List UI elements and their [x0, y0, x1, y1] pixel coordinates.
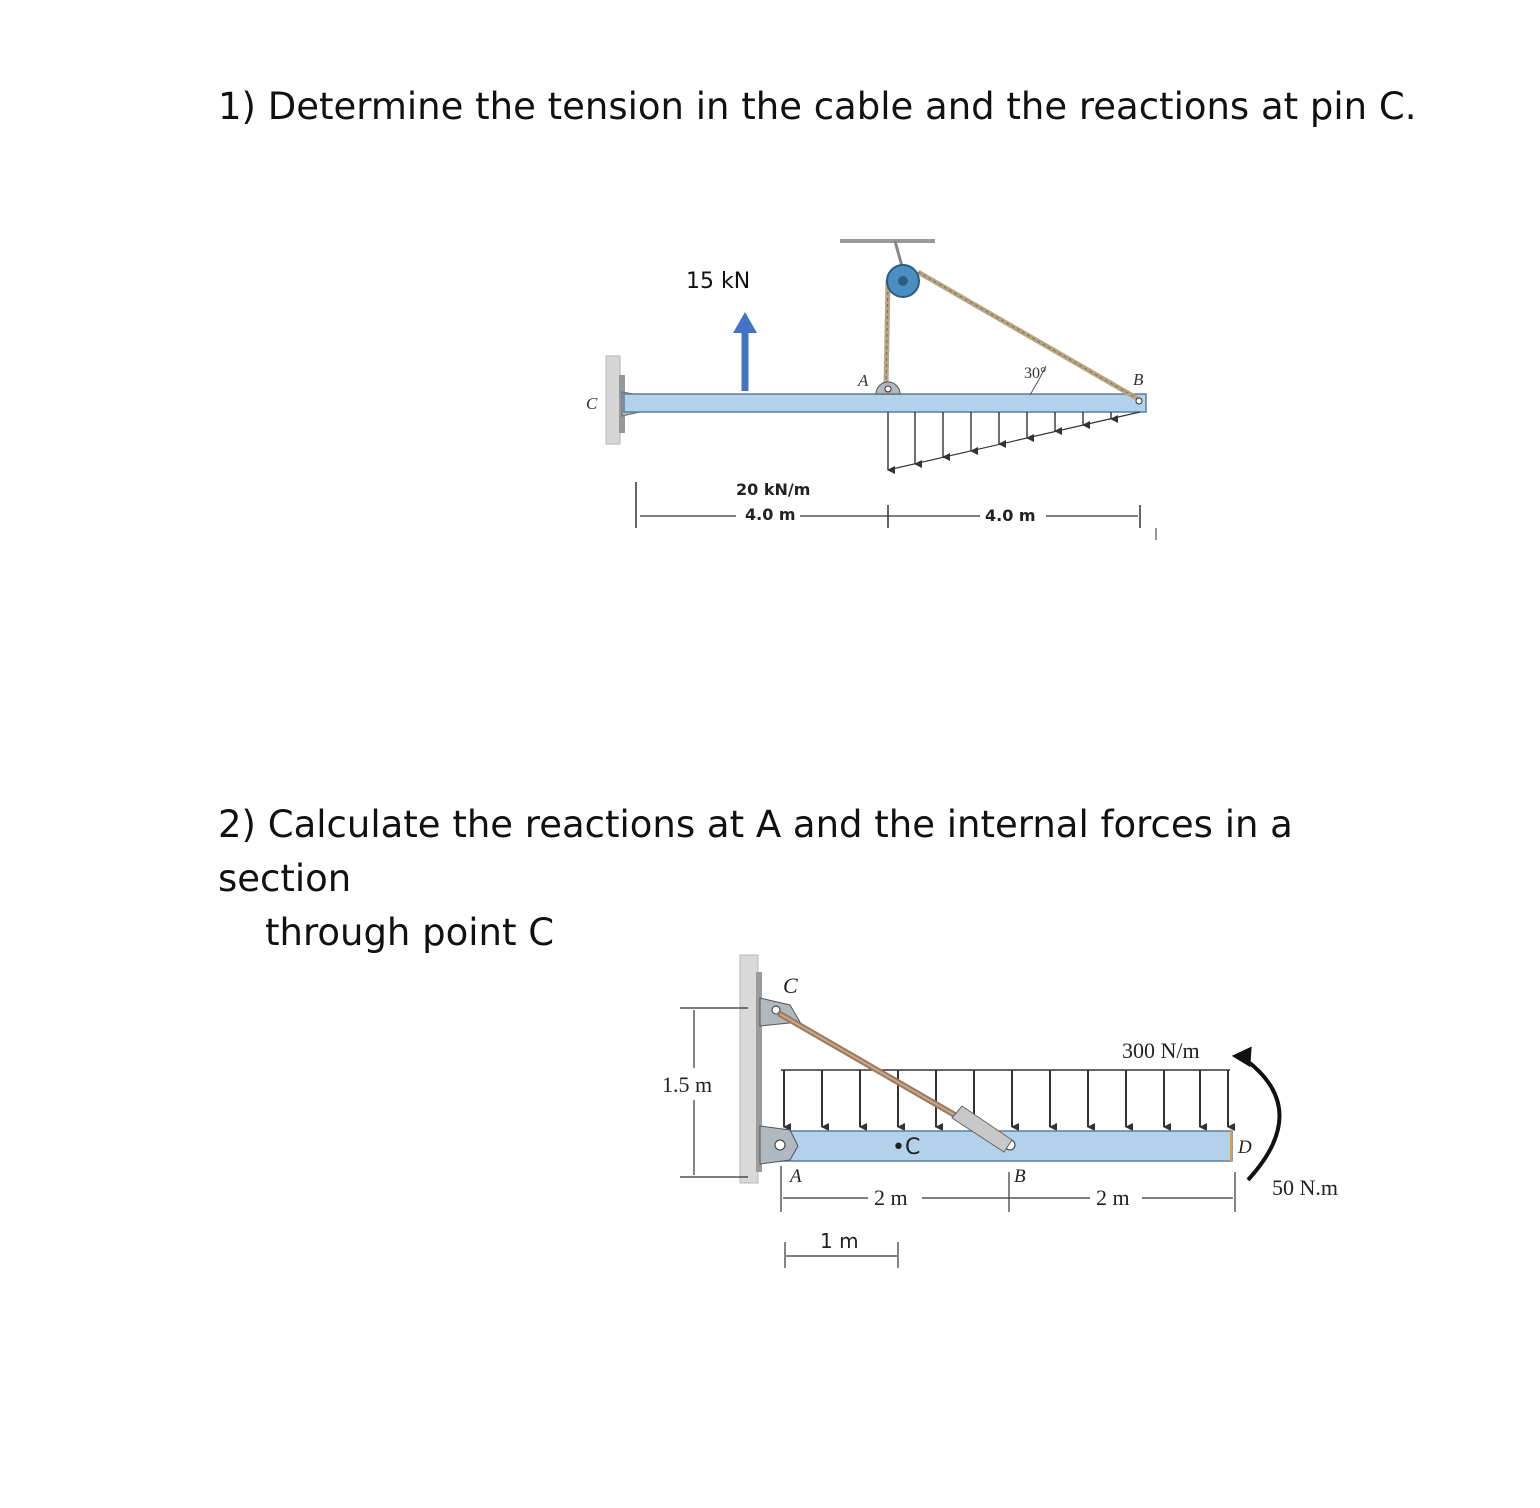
moment-arc [1246, 1060, 1280, 1180]
problem-1-number: 1) [218, 85, 256, 128]
wall-c-support [606, 356, 620, 444]
label-height: 1.5 m [662, 1072, 713, 1097]
label-force-15kn: 15 kN [686, 269, 751, 294]
label-point-a: A [790, 1166, 802, 1187]
pin-b [1136, 398, 1142, 404]
label-point-c-top: C [783, 973, 798, 998]
pulley-axle [898, 276, 908, 286]
label-angle: 30° [1024, 365, 1047, 382]
label-moment: 50 N.m [1272, 1175, 1338, 1200]
label-span-2: 2 m [1096, 1185, 1130, 1210]
label-span-1: 2 m [874, 1185, 908, 1210]
force-15kn-arrowhead [733, 312, 757, 333]
figure-1 [586, 241, 1156, 540]
problem-1-text: Determine the tension in the cable and the reactions at pin C. [267, 85, 1417, 128]
label-distributed-load: 20 kN/m [736, 480, 811, 499]
label-point-d: D [1238, 1137, 1252, 1158]
label-short-span: 1 m [820, 1229, 859, 1253]
figure-2 [662, 955, 1338, 1268]
label-point-c: C [586, 394, 598, 413]
wall-support [740, 955, 758, 1183]
uniform-load-arrows [784, 1070, 1228, 1127]
label-span-2: 4.0 m [985, 506, 1036, 525]
pin-a [775, 1140, 785, 1150]
label-distributed-load: 300 N/m [1122, 1038, 1200, 1063]
label-point-b: B [1133, 370, 1144, 389]
load-envelope [888, 412, 1140, 470]
triangular-load-arrows [888, 412, 1111, 470]
problem-2-number: 2) [218, 803, 256, 846]
problem-2-text-line1: Calculate the reactions at A and the internal forces in a section [218, 803, 1293, 900]
label-point-c-mid: •C [892, 1135, 921, 1160]
beam-1 [624, 394, 1146, 412]
label-span-1: 4.0 m [745, 505, 796, 524]
label-point-b: B [1014, 1166, 1026, 1187]
problem-2-text-line2: through point C [265, 911, 555, 954]
label-point-a: A [858, 371, 869, 390]
